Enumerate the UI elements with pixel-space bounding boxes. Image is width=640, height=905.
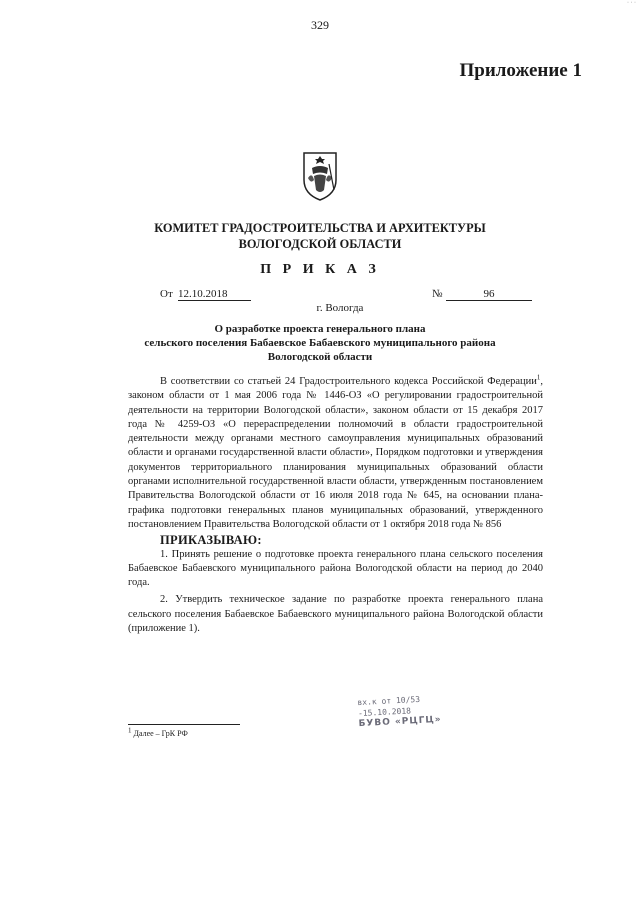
order-item-2: 2. Утвердить техническое задание по разработке проекта генерального плана сельского поселения Бабаевское Бабаевского муниципального района Вологодской области (приложение 1).	[128, 594, 543, 635]
city: г. Вологда	[316, 302, 364, 314]
subject-line-1: О разработке проекта генерального плана	[214, 323, 426, 335]
date-label: От	[160, 288, 173, 300]
subject-line-2: сельского поселения Бабаевское Бабаевского муниципального района	[144, 337, 496, 349]
committee-line-1: КОМИТЕТ ГРАДОСТРОИТЕЛЬСТВА И АРХИТЕКТУРЫ	[154, 220, 486, 235]
order-item-1: 1. Принять решение о подготовке проекта генерального плана сельского поселения Бабаевское Бабаевского муниципального района Вологодской области на период до 2040 года.	[128, 548, 543, 589]
order-number: 96	[446, 288, 532, 301]
corner-mark: · · ·	[627, 0, 636, 6]
committee-line-2: ВОЛОГОДСКОЙ ОБЛАСТИ	[238, 236, 402, 251]
appendix-label: Приложение 1	[459, 60, 582, 81]
order-body	[128, 375, 543, 636]
committee-name	[0, 220, 640, 252]
number-label: №	[432, 288, 443, 300]
preamble	[128, 375, 543, 532]
order-keyword: ПРИКАЗЫВАЮ:	[160, 533, 262, 548]
preamble-text-b: , законом области от 1 мая 2006 года № 1446-ОЗ «О регулировании градостроительной деятельности на территории Вологодской области», законом области от 15 декабря 2017 года № 4259-ОЗ «О перераспределении полномочий в области градостроительной деятельности между органами местного самоуправления муниципальных образований области и органами государственной власти области», Порядком подготовки и утверждения документов территориального планирования муниципальных образований области органами исполнительной государственной власти области, утвержденным постановлением Правительства Вологодской области от 16 июля 2018 года № 645, на основании плана-графика подготовки генеральных планов муниципальных образований, утвержденного постановлением Правительства Вологодской области от 1 октября 2018 года № 856	[128, 376, 543, 530]
stamp-line-3: БУВО «РЦГЦ»	[358, 714, 442, 730]
document-type-title: П Р И К А З	[260, 262, 380, 277]
footnote-divider	[128, 724, 240, 725]
stamp-line-1: вх.к от 10/53	[357, 694, 421, 708]
footnote-marker: 1	[128, 726, 132, 735]
vologda-coat-of-arms-icon	[300, 150, 340, 202]
stamp-line-2: -15.10.2018	[357, 706, 412, 719]
preamble-text-a: В соответствии со статьей 24 Градостроительного кодекса Российской Федерации	[160, 376, 537, 387]
subject-line-3: Вологодской области	[267, 351, 373, 363]
order-subject	[0, 322, 640, 364]
order-date: 12.10.2018	[178, 288, 251, 301]
footnote	[128, 726, 188, 738]
footnote-ref: 1	[536, 373, 541, 382]
page-number: 329	[311, 18, 329, 32]
footnote-text: Далее – ГрК РФ	[131, 729, 188, 738]
registration-stamp	[357, 693, 442, 730]
